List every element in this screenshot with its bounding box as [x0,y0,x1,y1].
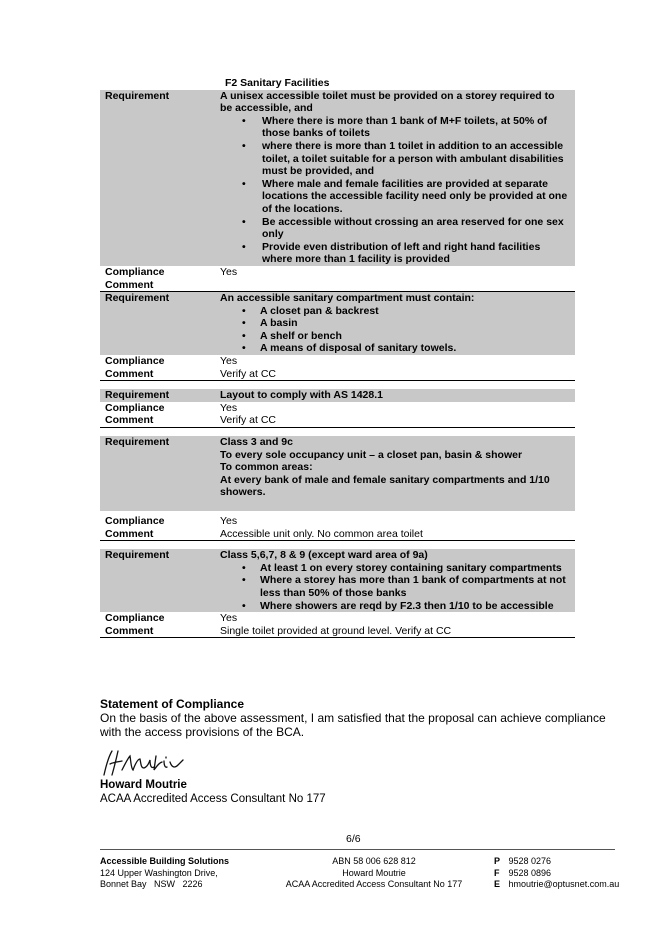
footer-address-line: Bonnet Bay NSW 2226 [100,879,203,889]
section-title: F2 Sanitary Facilities [225,77,330,89]
email-key: E [494,879,501,889]
comment-value: Verify at CC [220,414,277,427]
bullet-item: • At least 1 on every storey containing sanitary compartments [220,562,569,575]
bullet-item: • A means of disposal of sanitary towels. [220,342,569,355]
compliance-value: Yes [220,612,238,625]
requirement-label: Requirement [105,292,170,305]
requirement-label: Requirement [105,549,170,562]
requirement-intro: Class 5,6,7, 8 & 9 (except ward area of 9a) [220,549,428,562]
comment-label: Comment [105,527,154,540]
requirement-row [100,292,575,355]
footer-contact [494,856,619,891]
bullet-item: • Where showers are reqd by F2.3 then 1/10 to be accessible [220,600,569,613]
footer-consultant [276,856,472,891]
comment-label: Comment [105,367,154,380]
compliance-value: Yes [220,355,238,368]
requirement-label: Requirement [105,389,170,402]
compliance-row [100,266,575,292]
requirement-row [100,389,575,402]
compliance-row [100,355,575,381]
requirement-row [100,90,575,266]
statement-title: Statement of Compliance [100,697,245,711]
page-number: 6/6 [346,833,361,845]
bullet-item: • Provide even distribution of left and right hand facilities where more than 1 facility is provided [220,241,569,266]
comment-label: Comment [105,278,154,291]
signer-role: ACAA Accredited Access Consultant No 177 [100,793,326,805]
requirement-row [100,436,575,511]
comment-value: Verify at CC [220,367,277,380]
requirement-line: To common areas: [220,461,313,474]
bullet-item: • A basin [220,317,569,330]
compliance-value: Yes [220,265,238,278]
compliance-label: Compliance [105,612,165,625]
bullet-item: • A closet pan & backrest [220,305,569,318]
comment-label: Comment [105,414,154,427]
signature-image [100,748,190,778]
bullet-item: • Where a storey has more than 1 bank of compartments at not less than 50% of those banks [220,574,569,599]
phone-key: P [494,856,501,866]
footer-abn: ABN 58 006 628 812 [332,856,416,866]
footer-contact-name: Howard Moutrie [342,867,406,878]
compliance-value: Yes [220,401,238,414]
footer-company-name: Accessible Building Solutions [100,856,230,866]
compliance-label: Compliance [105,355,165,368]
signer-name: Howard Moutrie [100,779,187,791]
requirement-bullets [220,115,569,266]
footer-address-line: 124 Upper Washington Drive, [100,867,218,878]
signer-block [100,778,326,806]
requirement-label: Requirement [105,89,170,102]
fax-key: F [494,867,500,878]
requirement-intro: A unisex accessible toilet must be provided on a storey required to be accessible, and [220,89,555,115]
comment-value: Accessible unit only. No common area toilet [220,527,423,540]
requirement-bullets [220,305,569,355]
compliance-row [100,402,575,428]
bullet-item: • Where male and female facilities are provided at separate locations the accessible facility need only be provided at one of the locations. [220,178,569,216]
bullet-item: • where there is more than 1 toilet in addition to an accessible toilet, a toilet suitable for a person with ambulant disabilities must be provided, and [220,140,569,178]
requirements-table [100,77,575,638]
footer-fax: 9528 0896 [508,867,552,878]
requirement-bullets [220,562,569,612]
bullet-item: • Where there is more than 1 bank of M+F toilets, at 50% of those banks of toilets [220,115,569,140]
statement-text: On the basis of the above assessment, I am satisfied that the proposal can achieve compliance with the access provisions of the BCA. [100,711,606,739]
requirement-text [220,436,575,499]
requirement-line: At every bank of male and female sanitary compartments and 1/10 showers. [220,473,550,499]
footer-email[interactable]: hmoutrie@optusnet.com.au [508,879,620,889]
requirement-label: Requirement [105,436,170,449]
compliance-label: Compliance [105,265,165,278]
comment-label: Comment [105,624,154,637]
footer-company [100,856,229,891]
requirement-row [100,549,575,612]
statement-of-compliance [100,697,620,739]
footer-phone: 9528 0276 [508,856,552,866]
requirement-text: Layout to comply with AS 1428.1 [220,389,383,402]
requirement-text [220,549,575,612]
requirement-line: To every sole occupancy unit – a closet pan, basin & shower [220,448,523,461]
compliance-label: Compliance [105,401,165,414]
requirement-line: Class 3 and 9c [220,436,293,449]
footer-divider [100,849,615,850]
compliance-label: Compliance [105,515,165,527]
requirement-text [220,292,575,355]
requirement-text [220,90,575,266]
bullet-item: • A shelf or bench [220,330,569,343]
footer-accreditation: ACAA Accredited Access Consultant No 177 [285,879,463,889]
compliance-row [100,612,575,638]
bullet-item: • Be accessible without crossing an area reserved for one sex only [220,216,569,241]
comment-value: Single toilet provided at ground level. Verify at CC [220,624,452,637]
compliance-row [100,511,575,541]
compliance-value: Yes [220,515,238,527]
requirement-intro: An accessible sanitary compartment must contain: [220,292,475,305]
